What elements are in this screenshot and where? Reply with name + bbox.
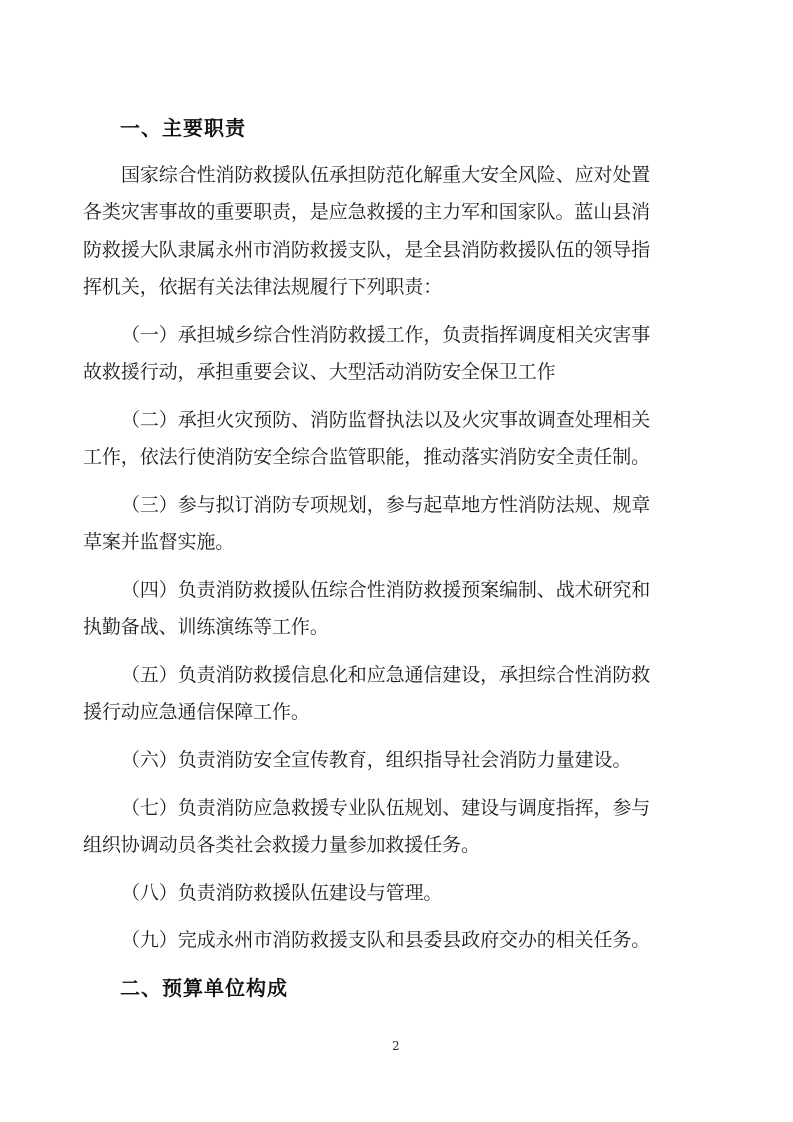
text-line: 草案并监督实施。 (83, 531, 235, 553)
text-line: （六）负责消防安全宣传教育，组织指导社会消防力量建设。 (121, 749, 632, 771)
text-line: （二）承担火灾预防、消防监督执法以及火灾事故调查处理相关 (121, 409, 651, 431)
text-line: （九）完成永州市消防救援支队和县委县政府交办的相关任务。 (121, 929, 651, 951)
text-line: 援行动应急通信保障工作。 (83, 701, 310, 723)
text-line: （三）参与拟订消防专项规划，参与起草地方性消防法规、规章 (121, 494, 651, 516)
text-line: （七）负责消防应急救援专业队伍规划、建设与调度指挥，参与 (121, 797, 651, 819)
text-line: 各类灾害事故的重要职责，是应急救援的主力军和国家队。蓝山县消 (83, 201, 651, 223)
text-line: （八）负责消防救援队伍建设与管理。 (121, 882, 443, 904)
text-line: 组织协调动员各类社会救援力量参加救援任务。 (83, 834, 480, 856)
text-line: 执勤备战、训练演练等工作。 (83, 616, 329, 638)
page-number: 2 (392, 1039, 400, 1053)
text-line: 挥机关，依据有关法律法规履行下列职责： (83, 276, 443, 298)
text-line: （五）负责消防救援信息化和应急通信建设，承担综合性消防救 (121, 664, 651, 686)
text-line: 故救援行动，承担重要会议、大型活动消防安全保卫工作 (83, 361, 556, 383)
section-heading-1: 一、主要职责 (120, 116, 246, 140)
text-line: （一）承担城乡综合性消防救援工作，负责指挥调度相关灾害事 (121, 324, 651, 346)
section-heading-2: 二、预算单位构成 (120, 976, 288, 1000)
text-line: 工作，依法行使消防安全综合监管职能，推动落实消防安全责任制。 (83, 446, 651, 468)
text-line: 国家综合性消防救援队伍承担防范化解重大安全风险、应对处置 (121, 164, 651, 186)
text-line: 防救援大队隶属永州市消防救援支队，是全县消防救援队伍的领导指 (83, 239, 651, 261)
text-line: （四）负责消防救援队伍综合性消防救援预案编制、战术研究和 (121, 579, 651, 601)
